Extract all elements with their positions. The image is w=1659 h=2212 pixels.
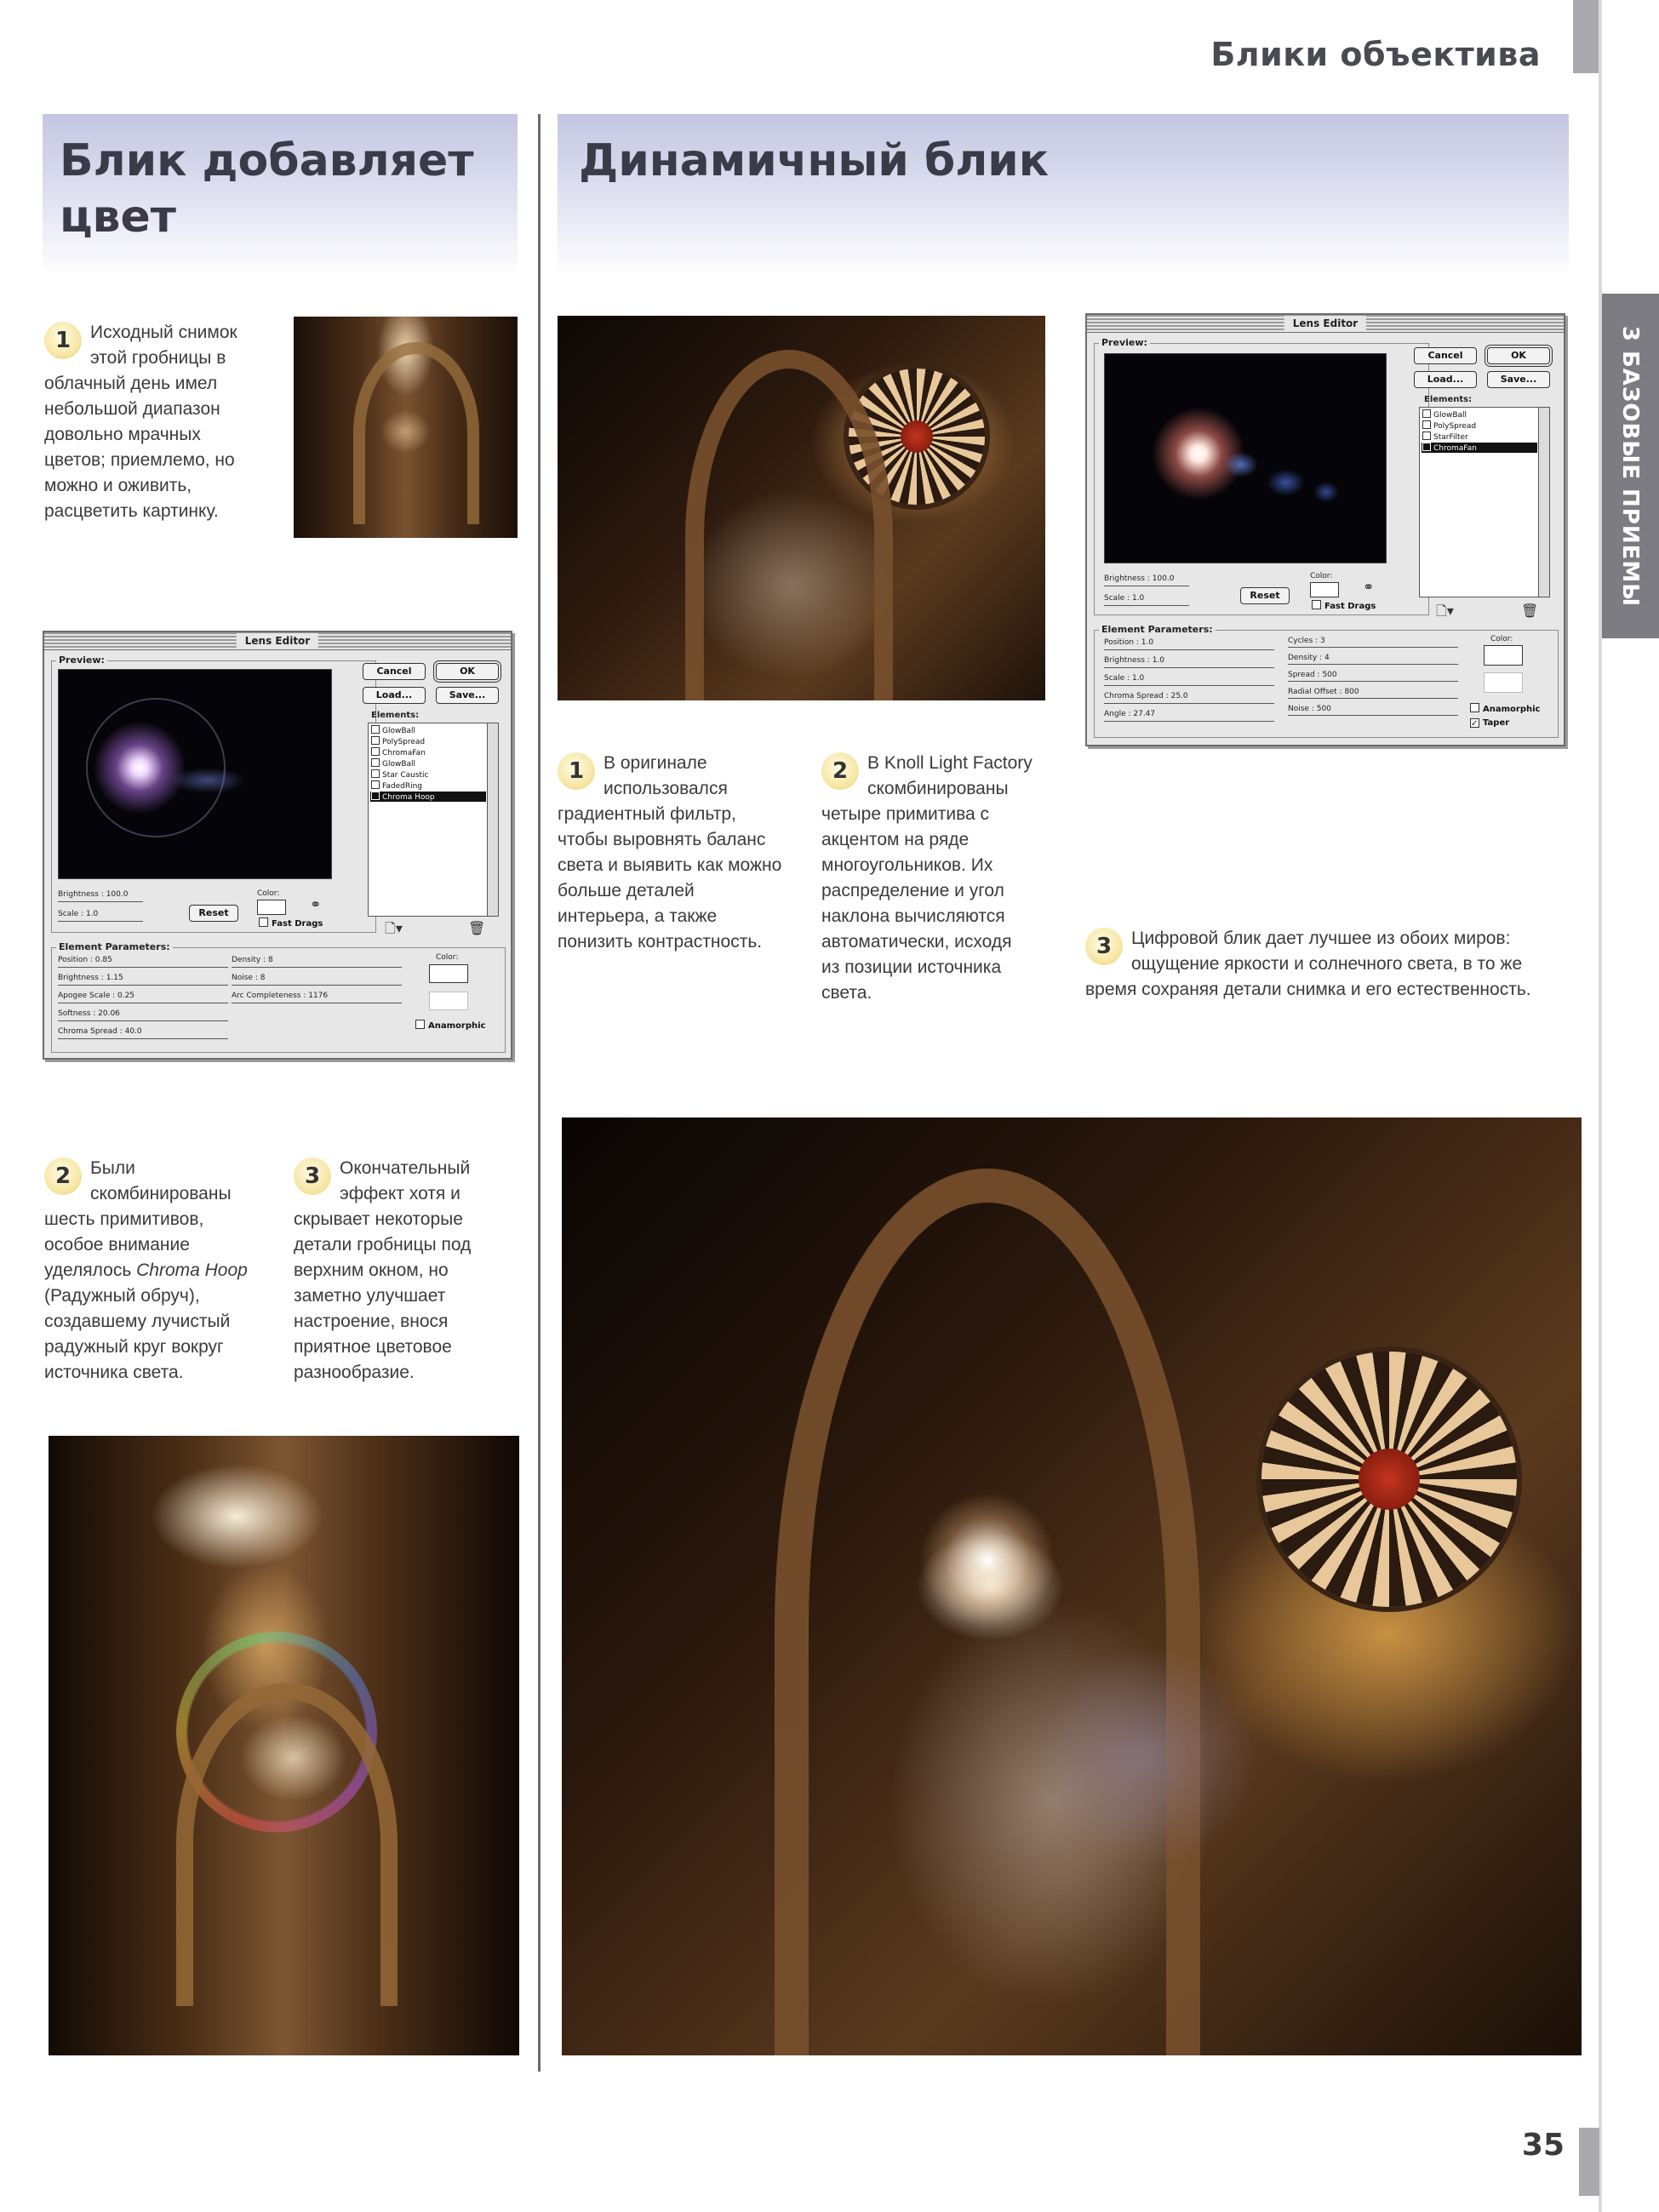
left-step-1 bbox=[44, 320, 257, 524]
param-chroma-spread: Chroma Spread : 25.0 bbox=[1104, 692, 1188, 700]
param-radial-offset: Radial Offset : 800 bbox=[1288, 688, 1359, 696]
anamorphic-label: Anamorphic bbox=[428, 1021, 486, 1031]
element-name: GlowBall bbox=[382, 760, 416, 769]
step-text-italic: Chroma Hoop bbox=[136, 1260, 248, 1280]
save-button[interactable]: Save... bbox=[436, 687, 499, 704]
reset-button[interactable]: Reset bbox=[1240, 587, 1290, 604]
element-name: StarFilter bbox=[1433, 433, 1468, 442]
checkbox-box bbox=[1470, 703, 1479, 712]
trash-icon[interactable]: 🗑 bbox=[468, 920, 486, 936]
param-slider[interactable] bbox=[1104, 703, 1274, 704]
flare-streak bbox=[169, 768, 246, 793]
param-color-label: Color: bbox=[436, 953, 459, 962]
fast-drags-checkbox[interactable] bbox=[1312, 600, 1376, 612]
element-name: Chroma Hoop bbox=[382, 793, 435, 802]
step-text bbox=[44, 1158, 248, 1382]
running-head: Блики объектива bbox=[1210, 36, 1541, 73]
taper-label: Taper bbox=[1483, 718, 1510, 728]
param-slider[interactable] bbox=[1288, 647, 1458, 648]
param-slider[interactable] bbox=[1288, 715, 1458, 716]
element-checkbox[interactable] bbox=[1422, 432, 1431, 440]
param-angle: Angle : 27.47 bbox=[1104, 710, 1156, 718]
param-slider[interactable] bbox=[1104, 667, 1274, 668]
link-icon[interactable]: ⚭ bbox=[310, 896, 322, 912]
step-number-badge: 2 bbox=[821, 752, 859, 790]
cancel-button[interactable]: Cancel bbox=[1414, 347, 1477, 364]
element-item-selected[interactable] bbox=[1422, 443, 1537, 453]
element-item[interactable] bbox=[370, 769, 486, 780]
param-slider[interactable] bbox=[1104, 685, 1274, 686]
dialog-title-bar bbox=[1087, 315, 1564, 333]
scale-slider[interactable] bbox=[1104, 605, 1189, 606]
element-item[interactable] bbox=[370, 758, 486, 769]
element-name: Star Caustic bbox=[382, 771, 429, 780]
new-element-icon[interactable]: 🗋▾ bbox=[385, 920, 403, 936]
param-slider[interactable] bbox=[232, 967, 402, 968]
scale-label: Scale : 1.0 bbox=[1104, 594, 1145, 603]
load-button[interactable]: Load... bbox=[1414, 371, 1477, 388]
lens-editor-dialog-right bbox=[1085, 313, 1565, 746]
element-checkbox[interactable] bbox=[1422, 420, 1431, 429]
checkbox-box: ✓ bbox=[1471, 719, 1479, 729]
anamorphic-checkbox[interactable] bbox=[1470, 703, 1540, 715]
element-checkbox[interactable] bbox=[371, 736, 380, 745]
scale-label: Scale : 1.0 bbox=[58, 910, 99, 918]
element-name: FadedRing bbox=[382, 782, 422, 791]
right-step-2 bbox=[821, 751, 1034, 1006]
brightness-slider[interactable] bbox=[58, 901, 143, 902]
anamorphic-checkbox[interactable] bbox=[415, 1020, 485, 1032]
elements-list[interactable] bbox=[368, 723, 499, 917]
element-parameters-label: Element Parameters: bbox=[1099, 624, 1216, 635]
step-text: Цифровой блик дает лучшее из обоих миров: ощущение яркости и солнечного света, в то же время сохраняя детали снимка и его естественность. bbox=[1085, 929, 1531, 999]
column-divider bbox=[538, 114, 541, 2072]
param-chroma-spread: Chroma Spread : 40.0 bbox=[58, 1027, 142, 1036]
right-section-title: Динамичный блик bbox=[579, 135, 1050, 186]
element-checkbox[interactable] bbox=[371, 725, 380, 734]
wheel-hub bbox=[1359, 1449, 1420, 1510]
element-name: GlowBall bbox=[1433, 411, 1467, 420]
param-brightness: Brightness : 1.15 bbox=[58, 974, 123, 982]
scale-slider[interactable] bbox=[58, 921, 143, 922]
dialog-title-bar bbox=[44, 632, 511, 650]
cancel-button[interactable]: Cancel bbox=[363, 663, 426, 680]
step-number-badge: 1 bbox=[558, 752, 595, 790]
param-slider[interactable] bbox=[58, 967, 228, 968]
checkbox-box bbox=[259, 917, 268, 927]
step-number-badge: 3 bbox=[1085, 928, 1123, 965]
anamorphic-label: Anamorphic bbox=[1483, 705, 1541, 714]
elements-scrollbar[interactable] bbox=[487, 723, 498, 916]
new-element-icon[interactable]: 🗋▾ bbox=[1436, 603, 1454, 619]
element-parameters-label: Element Parameters: bbox=[56, 941, 173, 952]
param-slider[interactable] bbox=[1288, 681, 1458, 682]
footer-color-bar bbox=[1579, 2128, 1599, 2196]
element-item-selected[interactable] bbox=[370, 792, 486, 802]
round-table-final-photo bbox=[562, 1117, 1582, 2055]
step-number-badge: 1 bbox=[44, 322, 82, 359]
param-slider[interactable] bbox=[232, 985, 402, 986]
param-slider[interactable] bbox=[1288, 664, 1458, 665]
lens-editor-dialog-left bbox=[43, 631, 512, 1060]
dialog-title: Lens Editor bbox=[1284, 316, 1366, 331]
flare-preview bbox=[58, 669, 332, 879]
step-text-part: (Радужный обруч), создавшему лучистый радужный круг вокруг источника света. bbox=[44, 1286, 231, 1382]
load-button[interactable]: Load... bbox=[363, 687, 426, 704]
brightness-label: Brightness : 100.0 bbox=[1104, 574, 1175, 583]
photo-arch bbox=[353, 342, 479, 524]
color-label: Color: bbox=[1310, 572, 1333, 580]
reset-button[interactable]: Reset bbox=[189, 905, 238, 922]
param-slider[interactable] bbox=[58, 1020, 228, 1021]
param-color-swatch[interactable] bbox=[429, 964, 468, 983]
element-checkbox[interactable] bbox=[371, 747, 380, 756]
tomb-final-photo bbox=[49, 1436, 519, 2055]
chapter-tab-label: 3 БАЗОВЫЕ ПРИЕМЫ bbox=[1617, 325, 1644, 607]
element-name: PolySpread bbox=[1433, 422, 1477, 431]
element-item[interactable] bbox=[370, 780, 486, 791]
fast-drags-checkbox[interactable] bbox=[259, 917, 323, 929]
param-slider[interactable] bbox=[1104, 649, 1274, 650]
param-slider[interactable] bbox=[1288, 698, 1458, 699]
elements-label: Elements: bbox=[371, 711, 420, 720]
element-checkbox[interactable] bbox=[371, 780, 380, 789]
element-item[interactable] bbox=[370, 725, 486, 735]
element-name: ChromaFan bbox=[382, 749, 426, 757]
param-cycles: Cycles : 3 bbox=[1288, 637, 1325, 645]
element-item[interactable] bbox=[370, 736, 486, 746]
checkbox-box bbox=[1312, 600, 1321, 609]
flare-poly bbox=[1224, 452, 1258, 477]
param-noise: Noise : 8 bbox=[232, 974, 266, 982]
step-text: В оригинале использовался градиентный фильтр, чтобы выровнять баланс света и выявить как можно больше деталей интерьера, а также понизить контрастность. bbox=[558, 753, 782, 952]
param-scale: Scale : 1.0 bbox=[1104, 674, 1145, 683]
param-arc-completeness: Arc Completeness : 1176 bbox=[232, 992, 329, 1000]
param-density: Density : 4 bbox=[1288, 654, 1330, 662]
param-color-swatch-secondary[interactable] bbox=[1484, 672, 1523, 693]
photo-arch bbox=[176, 1683, 398, 2006]
element-item[interactable] bbox=[1422, 432, 1537, 442]
ok-button[interactable]: OK bbox=[436, 663, 499, 680]
element-item[interactable] bbox=[1422, 420, 1537, 431]
element-item[interactable] bbox=[1422, 409, 1537, 420]
step-number-badge: 2 bbox=[44, 1157, 82, 1195]
element-checkbox[interactable] bbox=[371, 792, 380, 800]
element-name: GlowBall bbox=[382, 727, 416, 735]
param-color-swatch-secondary[interactable] bbox=[429, 992, 468, 1010]
left-step-3 bbox=[294, 1156, 519, 1386]
param-apogee-scale: Apogee Scale : 0.25 bbox=[58, 992, 135, 1000]
param-spread: Spread : 500 bbox=[1288, 671, 1337, 679]
flare-core bbox=[93, 721, 186, 814]
element-checkbox[interactable] bbox=[1422, 409, 1431, 418]
flare-core bbox=[919, 1492, 1055, 1628]
elements-list[interactable] bbox=[1419, 407, 1550, 597]
element-checkbox[interactable] bbox=[1422, 443, 1431, 451]
flare-poly bbox=[1313, 482, 1339, 502]
brightness-label: Brightness : 100.0 bbox=[58, 890, 129, 899]
element-name: PolySpread bbox=[382, 738, 426, 746]
trash-icon[interactable]: 🗑 bbox=[1521, 603, 1539, 619]
param-slider[interactable] bbox=[58, 985, 228, 986]
step-number-badge: 3 bbox=[294, 1157, 331, 1195]
fast-drags-label: Fast Drags bbox=[1324, 602, 1376, 611]
step-text-part: Были скомбинированы шесть примитивов, особое внимание уделялось bbox=[44, 1158, 232, 1280]
param-position: Position : 1.0 bbox=[1104, 638, 1154, 647]
element-checkbox[interactable] bbox=[371, 758, 380, 767]
link-icon[interactable]: ⚭ bbox=[1363, 579, 1375, 595]
step-text: В Knoll Light Factory скомбинированы четыре примитива с акцентом на ряде многоугольников. Их распределение и угол наклона вычисляются автоматически, исходя из позиции источника света. bbox=[821, 753, 1033, 1003]
left-step-2 bbox=[44, 1156, 261, 1386]
param-slider[interactable] bbox=[58, 1038, 228, 1039]
param-color-label: Color: bbox=[1490, 635, 1513, 643]
right-step-3 bbox=[1085, 926, 1570, 1003]
round-table-original-photo bbox=[558, 316, 1045, 700]
header-color-bar bbox=[1573, 0, 1599, 73]
param-position: Position : 0.85 bbox=[58, 956, 112, 964]
element-name: ChromaFan bbox=[1433, 444, 1477, 453]
step-text: Исходный снимок этой гробницы в облачный день имел небольшой диапазон довольно мрачных цветов; приемлемо, но можно и оживить, расцветить картинку. bbox=[44, 323, 237, 521]
ok-button[interactable]: OK bbox=[1487, 347, 1550, 364]
element-item[interactable] bbox=[370, 747, 486, 757]
elements-label: Elements: bbox=[1424, 395, 1473, 404]
save-button[interactable]: Save... bbox=[1487, 371, 1550, 388]
color-label: Color: bbox=[257, 889, 280, 898]
param-slider[interactable] bbox=[1104, 721, 1274, 722]
left-section-title: Блик добавляет цвет bbox=[60, 135, 474, 243]
right-step-1 bbox=[558, 751, 783, 955]
param-color-swatch[interactable] bbox=[1484, 645, 1523, 666]
flare-poly bbox=[1267, 469, 1305, 496]
page-number: 35 bbox=[1521, 2128, 1565, 2163]
elements-scrollbar[interactable] bbox=[1538, 408, 1549, 597]
fast-drags-label: Fast Drags bbox=[272, 919, 323, 929]
chapter-tab-label-wrap bbox=[1602, 294, 1659, 638]
param-noise: Noise : 500 bbox=[1288, 705, 1331, 713]
param-brightness: Brightness : 1.0 bbox=[1104, 656, 1165, 665]
color-swatch[interactable] bbox=[257, 900, 286, 915]
flare-poly bbox=[1038, 1645, 1260, 1866]
dialog-title: Lens Editor bbox=[237, 633, 318, 649]
step-text: Окончательный эффект хотя и скрывает некоторые детали гробницы под верхним окном, но заметно улучшает настроение, внося приятное цветовое разнообразие. bbox=[294, 1158, 472, 1382]
preview-label: Preview: bbox=[56, 654, 107, 666]
tomb-original-photo bbox=[294, 317, 518, 538]
param-density: Density : 8 bbox=[232, 956, 273, 964]
round-table-wheel bbox=[1261, 1352, 1517, 1607]
color-swatch[interactable] bbox=[1310, 582, 1339, 597]
checkbox-box bbox=[415, 1020, 425, 1029]
element-checkbox[interactable] bbox=[371, 769, 380, 778]
param-softness: Softness : 20.06 bbox=[58, 1009, 120, 1018]
taper-checkbox[interactable] bbox=[1470, 718, 1509, 729]
flare-preview bbox=[1104, 353, 1387, 563]
preview-label: Preview: bbox=[1099, 337, 1150, 348]
wheel-hub bbox=[901, 420, 933, 453]
